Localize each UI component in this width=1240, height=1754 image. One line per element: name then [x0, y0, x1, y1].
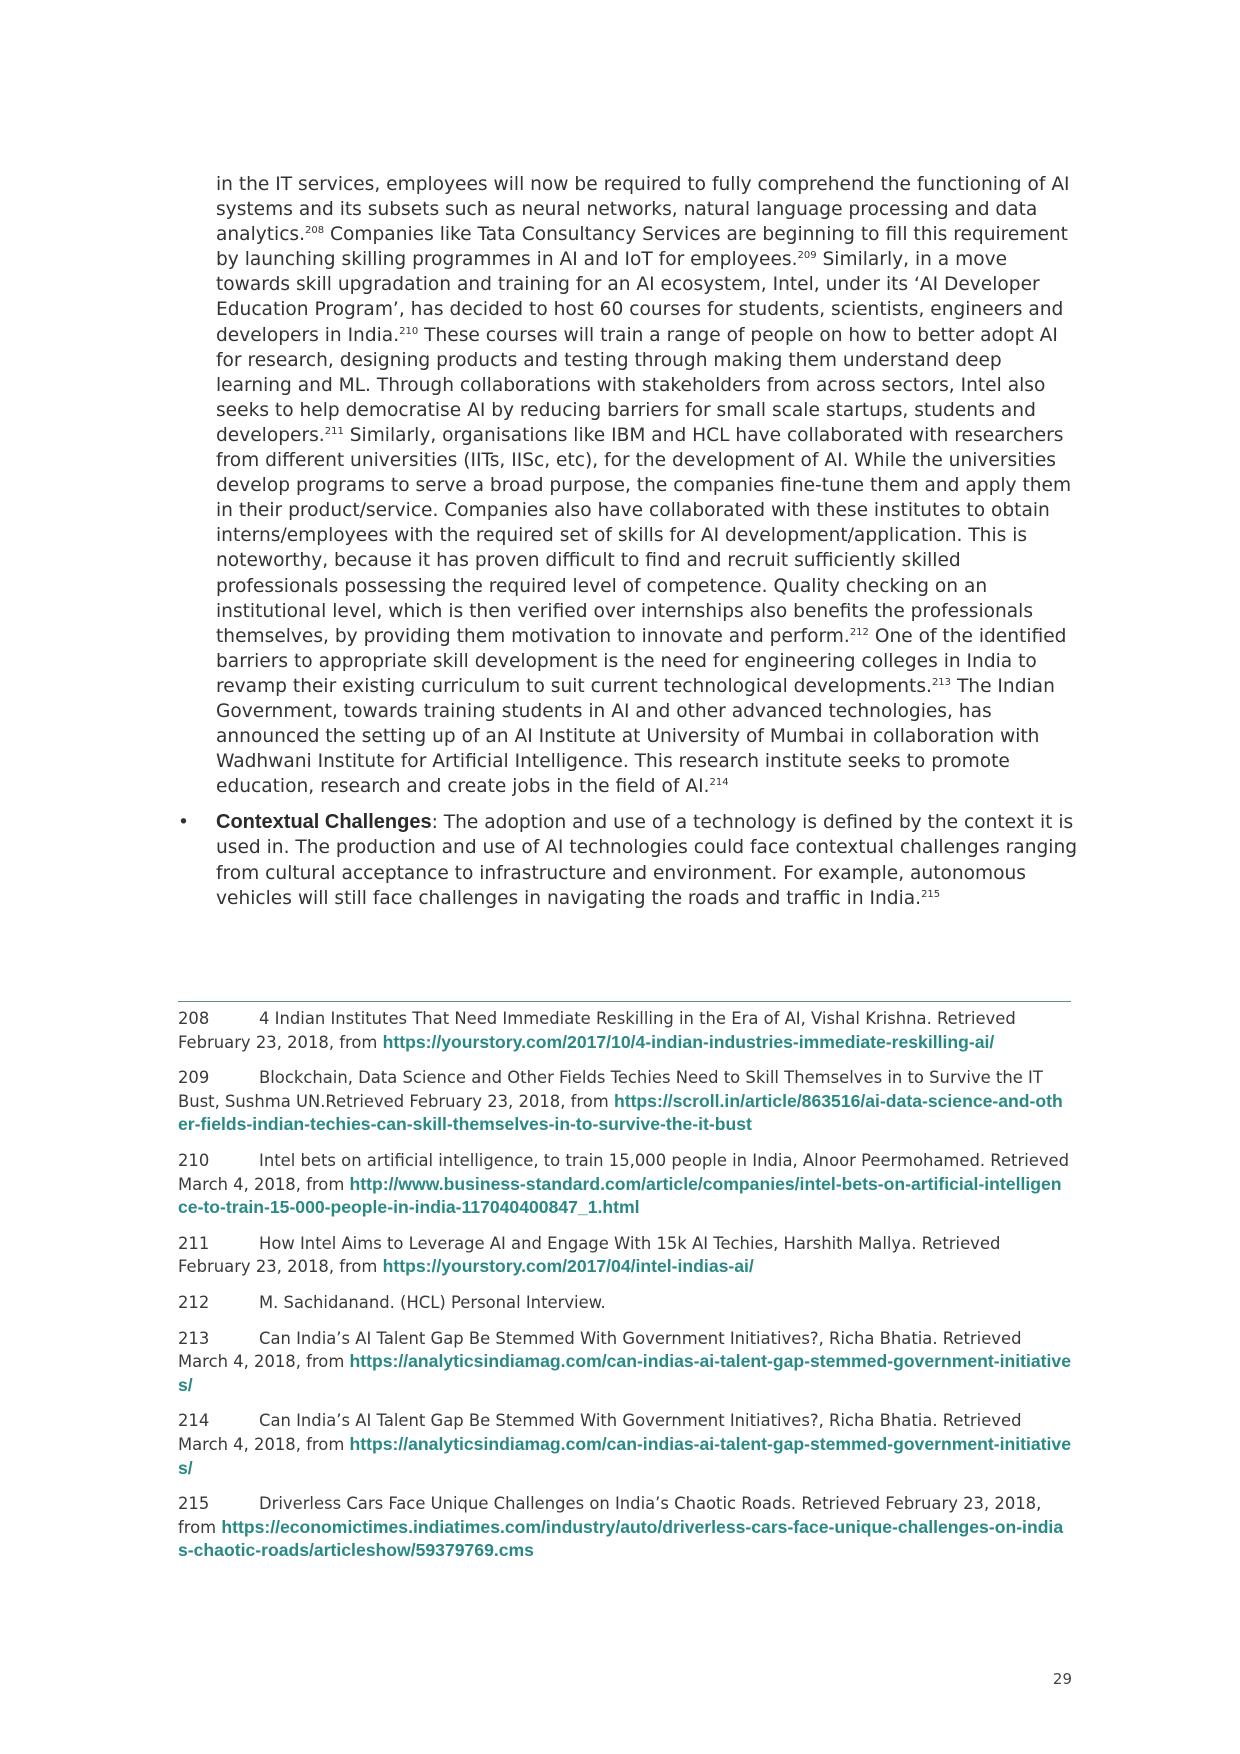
- footnote-number: 214: [178, 1411, 210, 1431]
- footnote-text: 4 Indian Institutes That Need Immediate Reskilling in the Era of AI, Vishal Krishna. Retrieved February 23, 2018, from: [178, 1009, 1016, 1052]
- bullet-paragraph: [216, 810, 1078, 910]
- body-text-segment: The Indian Government, towards training students in AI and other advanced technologies, has announced the setting up of an AI Institute at University of Mumbai in collaboration with Wadhwani Institute for Artificial Intelligence. This research institute seeks to promote education, research and create jobs in the field of AI.: [216, 675, 1055, 798]
- footnote-link[interactable]: https://yourstory.com/2017/04/intel-indias-ai/: [382, 1256, 754, 1277]
- footnote-ref-208[interactable]: 208: [305, 225, 325, 237]
- footnote-number: 210: [178, 1150, 210, 1170]
- footnote-214: [178, 1410, 1071, 1480]
- footnote-number: 213: [178, 1328, 210, 1348]
- footnote-number: 211: [178, 1233, 210, 1253]
- footnote-ref-213[interactable]: 213: [931, 676, 952, 688]
- footnote-link[interactable]: https://economictimes.indiatimes.com/industry/auto/driverless-cars-face-unique-challenges-on-indias-chaotic-roads/articleshow/59379769.cms: [178, 1516, 1064, 1561]
- body-text-segment: One of the identified barriers to appropriate skill development is the need for engineering colleges in India to revamp their existing curriculum to suit current technological developments.: [216, 625, 1067, 697]
- footnote-divider: [178, 1001, 1071, 1002]
- body-text-segment: Similarly, in a move towards skill upgradation and training for an AI ecosystem, Intel, under its ‘AI Developer Education Program’, has decided to host 60 courses for students, scientists, engineers and developers in India.: [216, 249, 1064, 346]
- bullet-text: : The adoption and use of a technology is defined by the context it is used in. The production and use of AI technologies could face contextual challenges ranging from cultural acceptance to infrastructure and environment. For example, autonomous vehicles will still face challenges in navigating the roads and traffic in India.: [216, 812, 1078, 909]
- bullet-heading: Contextual Challenges: [216, 811, 432, 834]
- footnote-213: [178, 1328, 1071, 1398]
- bullet-item-contextual-challenges: [178, 810, 1078, 910]
- footnote-ref-214[interactable]: 214: [709, 777, 729, 789]
- footnote-link[interactable]: https://analyticsindiamag.com/can-indias-ai-talent-gap-stemmed-government-initiatives/: [178, 1351, 1071, 1395]
- footnote-ref-211[interactable]: 211: [324, 425, 344, 437]
- footnote-210: [178, 1150, 1071, 1220]
- footnote-text: Can India’s AI Talent Gap Be Stemmed With Government Initiatives?, Richa Bhatia. Retrieved March 4, 2018, from: [178, 1411, 1022, 1454]
- footnote-215: [178, 1493, 1071, 1563]
- body-paragraph: [216, 172, 1078, 799]
- footnote-text: Intel bets on artificial intelligence, to train 15,000 people in India, Alnoor Peermohamed. Retrieved March 4, 2018, from: [178, 1150, 1070, 1194]
- body-text-segment: Similarly, organisations like IBM and HCL have collaborated with researchers from different universities (IITs, IISc, etc), for the development of AI. While the universities develop programs to serve a broad purpose, the companies fine-tune them and apply them in their product/service. Companies also have collaborated with these institutes to obtain interns/employees with the required set of skills for AI development/application. This is noteworthy, because it has proven difficult to find and recruit sufficiently skilled professionals possessing the required level of competence. Quality checking on an institutional level, which is then verified over internships also benefits the professionals themselves, by providing them motivation to innovate and perform.: [216, 424, 1072, 647]
- footnote-ref-210[interactable]: 210: [399, 325, 419, 337]
- footnote-link[interactable]: https://analyticsindiamag.com/can-indias-ai-talent-gap-stemmed-government-initiatives/: [178, 1433, 1071, 1478]
- body-text-segment: Companies like Tata Consultancy Services are beginning to fill this requirement by launching skilling programmes in AI and IoT for employees.: [216, 224, 1068, 271]
- body-text-segment: These courses will train a range of people on how to better adopt AI for research, designing products and testing through making them understand deep learning and ML. Through collaborations with stakeholders from across sectors, Intel also seeks to help democratise AI by reducing barriers for small scale startups, students and developers.: [216, 324, 1058, 446]
- footnote-212: [178, 1292, 1071, 1315]
- footnote-208: [178, 1008, 1071, 1054]
- footnote-text: Blockchain, Data Science and Other Fields Techies Need to Skill Themselves in to Survive the IT Bust, Sushma UN.Retrieved February 23, 2018, from: [178, 1068, 1043, 1111]
- footnote-211: [178, 1233, 1071, 1279]
- footnote-link[interactable]: https://scroll.in/article/863516/ai-data-science-and-other-fields-indian-techies-can-skill-themselves-in-to-survive-the-it-bust: [178, 1090, 1063, 1135]
- footnotes-section: [178, 1008, 1071, 1576]
- footnote-text: How Intel Aims to Leverage AI and Engage With 15k AI Techies, Harshith Mallya. Retrieved February 23, 2018, from: [178, 1233, 1001, 1277]
- footnote-link[interactable]: https://yourstory.com/2017/10/4-indian-industries-immediate-reskilling-ai/: [382, 1031, 995, 1052]
- footnote-number: 209: [178, 1068, 210, 1088]
- body-text-segment: in the IT services, employees will now be required to fully comprehend the functioning of AI systems and its subsets such as neural networks, natural language processing and data analytics.: [216, 174, 1070, 246]
- footnote-link[interactable]: http://www.business-standard.com/article/companies/intel-bets-on-artificial-intelligence-to-train-15-000-people-in-india-117040400847_1.html: [178, 1173, 1062, 1218]
- footnote-number: 215: [178, 1494, 210, 1514]
- footnote-ref-209[interactable]: 209: [797, 250, 817, 262]
- footnote-text: Driverless Cars Face Unique Challenges on India’s Chaotic Roads. Retrieved February 23, 2018, from: [178, 1494, 1042, 1537]
- bullet-icon: •: [178, 812, 189, 834]
- footnote-209: [178, 1067, 1071, 1137]
- footnote-number: 212: [178, 1292, 210, 1312]
- footnote-text: M. Sachidanand. (HCL) Personal Interview.: [259, 1292, 606, 1312]
- footnote-text: Can India’s AI Talent Gap Be Stemmed With Government Initiatives?, Richa Bhatia. Retrieved March 4, 2018, from: [178, 1328, 1022, 1372]
- page-number: 29: [1052, 1670, 1072, 1688]
- footnote-ref-215[interactable]: 215: [921, 888, 941, 900]
- main-body: [178, 172, 1078, 911]
- footnote-number: 208: [178, 1009, 210, 1028]
- footnote-ref-212[interactable]: 212: [849, 626, 869, 638]
